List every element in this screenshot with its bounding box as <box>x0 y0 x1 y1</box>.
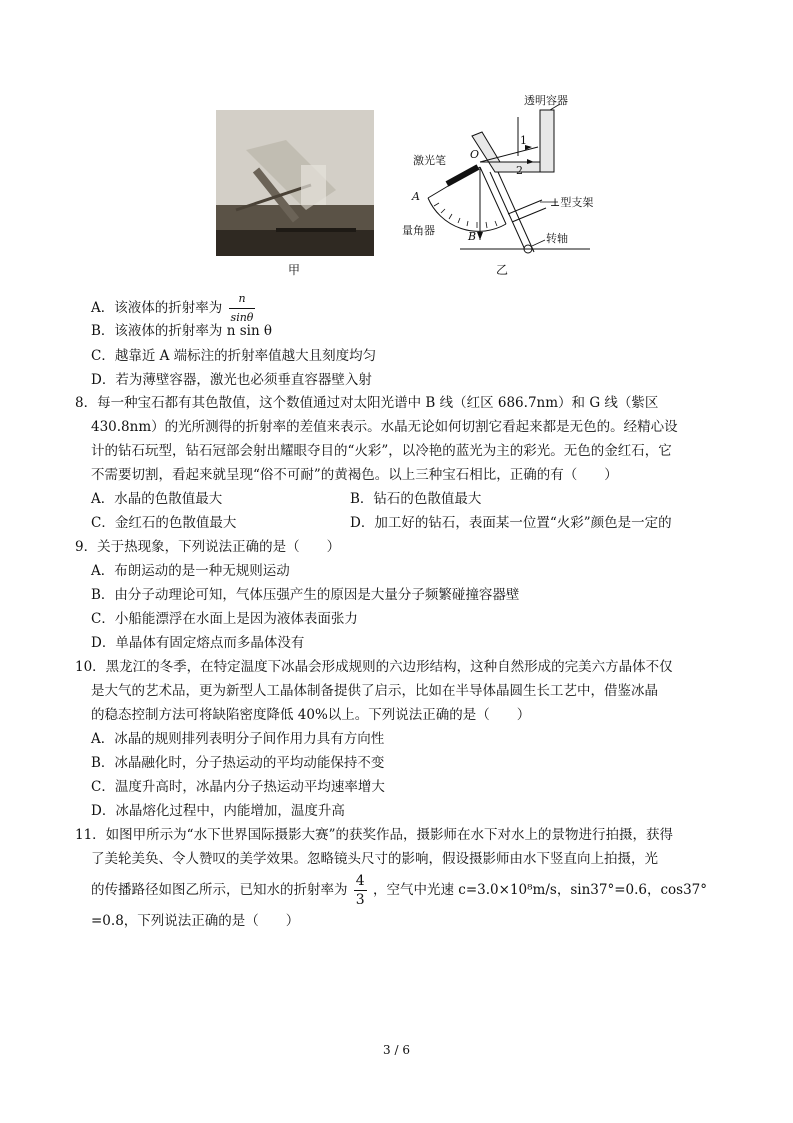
q11-stem-line-4: =0.8，下列说法正确的是（ ） <box>91 913 300 929</box>
q10-stem-line-2: 是大气的艺术品，更为新型人工晶体制备提供了启示，比如在半导体晶圆生长工艺中，借鉴冰晶 <box>91 683 658 699</box>
q11-frac-den: 3 <box>355 892 365 908</box>
q7-option-b: B．该液体的折射率为 n sin θ <box>91 323 273 339</box>
photo-apparatus-image <box>216 110 374 256</box>
q8-stem-line-1: 8．每一种宝石都有其色散值，这个数值通过对太阳光谱中 B 线（红区 686.7nm）和 G 线（紫区 <box>75 395 659 411</box>
transparent-container <box>472 110 554 172</box>
label-protractor: 量角器 <box>402 224 435 237</box>
q10-stem-line-1: 10．黑龙江的冬季，在特定温度下冰晶会形成规则的六边形结构，这种自然形成的完美六方晶体不仅 <box>75 659 673 675</box>
q8-option-a: A．水晶的色散值最大 <box>91 491 223 507</box>
label-ray-1: 1 <box>520 134 527 147</box>
q11-stem-line-1: 11．如图甲所示为“水下世界国际摄影大赛”的获奖作品，摄影师在水下对水上的景物进行拍摄，获得 <box>75 827 673 843</box>
q11-line3-pre: 的传播路径如图乙所示，已知水的折射率为 <box>91 882 348 898</box>
protractor-arc <box>428 198 506 231</box>
q7-a-num: n <box>229 290 256 309</box>
q9-option-b: B．由分子动理论可知，气体压强产生的原因是大量分子频繁碰撞容器壁 <box>91 587 520 603</box>
label-laser: 激光笔 <box>413 154 446 167</box>
q11-refractive-fraction <box>354 872 367 909</box>
label-O: O <box>470 148 480 161</box>
page-number: 3 / 6 <box>383 1043 410 1057</box>
q8-stem-line-2: 430.8nm）的光所测得的折射率的差值来表示。水晶无论如何切割它看起来都是无色的。经精心设 <box>91 419 678 435</box>
caption-jia: 甲 <box>288 263 301 277</box>
q8-option-c: C．金红石的色散值最大 <box>91 515 237 531</box>
label-container: 透明容器 <box>524 94 568 107</box>
q11-frac-num: 4 <box>355 873 365 889</box>
q9-option-c: C．小船能漂浮在水面上是因为液体表面张力 <box>91 611 358 627</box>
q8-option-b: B．钻石的色散值最大 <box>350 491 482 507</box>
q9-stem: 9．关于热现象，下列说法正确的是（ ） <box>75 539 341 555</box>
q9-option-d: D．单晶体有固定熔点而多晶体没有 <box>91 635 305 651</box>
q7-option-a-text: A．该液体的折射率为 <box>91 300 223 316</box>
label-ray-2: 2 <box>516 164 523 177</box>
q8-stem-line-4: 不需要切割，看起来就呈现“俗不可耐”的黄褐色。以上三种宝石相比，正确的有（ ） <box>91 467 618 483</box>
q7-option-c: C．越靠近 A 端标注的折射率值越大且刻度均匀 <box>91 348 377 364</box>
q10-option-c: C．温度升高时，冰晶内分子热运动平均速率增大 <box>91 779 385 795</box>
label-axis: 转轴 <box>546 232 568 245</box>
q7-option-d: D．若为薄壁容器，激光也必须垂直容器壁入射 <box>91 372 372 388</box>
q10-option-b: B．冰晶融化时，分子热运动的平均动能保持不变 <box>91 755 385 771</box>
label-support: ⊥型支架 <box>550 196 594 209</box>
photo-figure <box>216 110 374 256</box>
support-frame <box>490 172 546 252</box>
q10-option-a: A．冰晶的规则排列表明分子间作用力具有方向性 <box>91 731 385 747</box>
laser-pen <box>447 167 478 184</box>
q11-line3-post: ，空气中光速 c=3.0×10⁸m/s，sin37°=0.6，cos37° <box>373 882 708 898</box>
label-B: B <box>468 230 477 243</box>
q10-option-d: D．冰晶熔化过程中，内能增加，温度升高 <box>91 803 345 819</box>
q8-option-d: D．加工好的钻石，表面某一位置“火彩”颜色是一定的 <box>350 515 672 531</box>
q9-option-a: A．布朗运动的是一种无规则运动 <box>91 563 290 579</box>
caption-yi: 乙 <box>496 263 509 277</box>
q8-stem-line-3: 计的钻石玩型，钻石冠部会射出耀眼夺目的“火彩”，以冷艳的蓝光为主的彩光。无色的金红石，它 <box>91 443 672 459</box>
label-A: A <box>412 190 420 203</box>
q10-stem-line-3: 的稳态控制方法可将缺陷密度降低 40%以上。下列说法正确的是（ ） <box>91 707 531 723</box>
q11-stem-line-2: 了美轮美奂、令人赞叹的美学效果。忽略镜头尺寸的影响，假设摄影师由水下竖直向上拍摄，光 <box>91 851 658 867</box>
q11-stem-line-3 <box>91 872 707 909</box>
diagram-figure <box>400 92 620 262</box>
q7-a-den: sinθ <box>230 311 254 324</box>
